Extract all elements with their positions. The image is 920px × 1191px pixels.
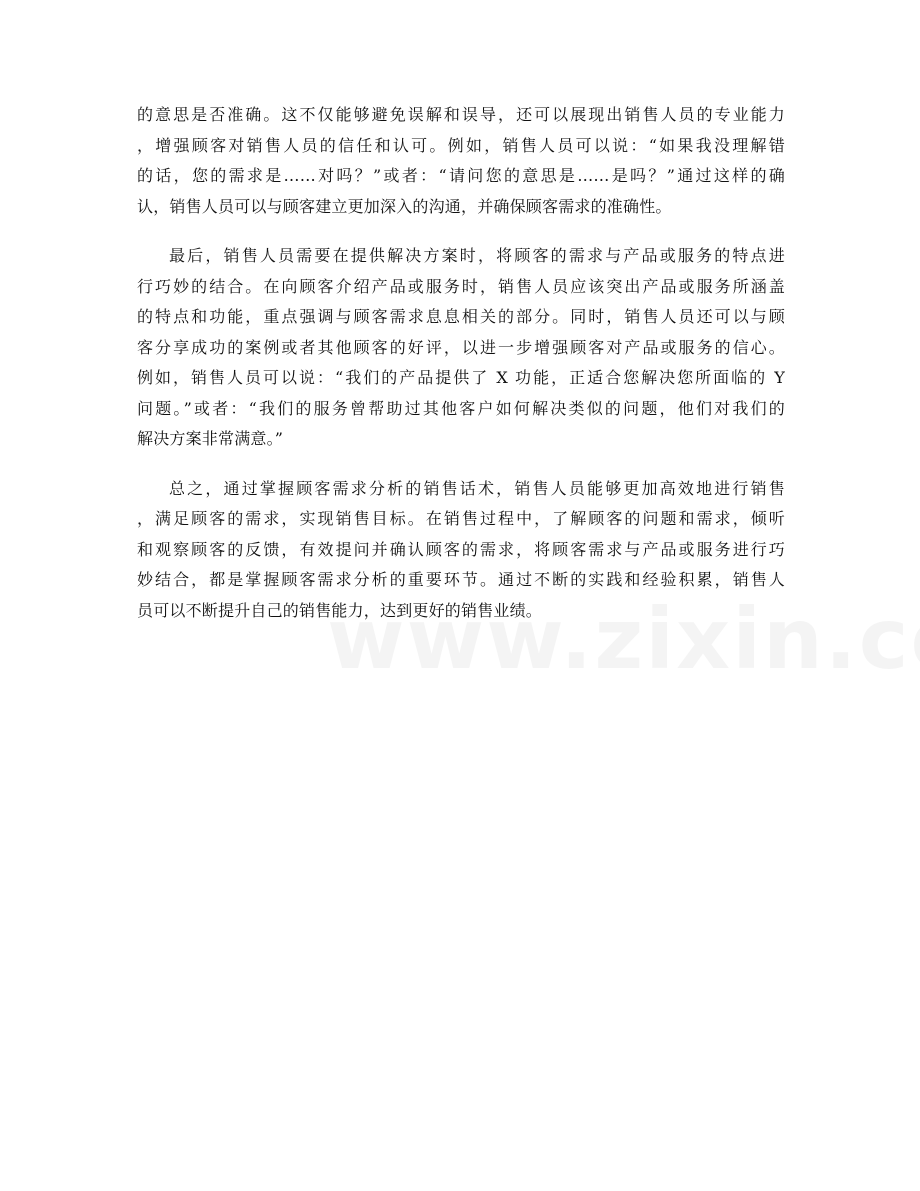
text-line: 认，销售人员可以与顾客建立更加深入的沟通，并确保顾客需求的准确性。 (137, 196, 672, 216)
text-line: 问题。”或者：“我们的服务曾帮助过其他客户如何解决类似的问题，他们对我们的 (137, 398, 785, 418)
text-line: 例如，销售人员可以说：“我们的产品提供了 X 功能，正适合您解决您所面临的 Y (137, 368, 785, 387)
text-line: ，满足顾客的需求，实现销售目标。在销售过程中，了解顾客的问题和需求，倾听 (137, 509, 785, 528)
text-line: 和观察顾客的反馈，有效提问并确认顾客的需求，将顾客需求与产品或服务进行巧 (137, 539, 785, 559)
text-line: 的特点和功能，重点强调与顾客需求息息相关的部分。同时，销售人员还可以与顾 (137, 307, 785, 326)
text-line: 客分享成功的案例或者其他顾客的好评，以进一步增强顾客对产品或服务的信心。 (137, 337, 785, 357)
text-line: 最后，销售人员需要在提供解决方案时，将顾客的需求与产品或服务的特点进 (169, 246, 785, 265)
text-line: 的意思是否准确。这不仅能够避免误解和误导，还可以展现出销售人员的专业能力 (137, 105, 785, 124)
paragraph-summary (137, 474, 785, 627)
paragraph-confirmation (137, 100, 785, 222)
text-line: ，增强顾客对销售人员的信任和认可。例如，销售人员可以说：“如果我没理解错 (137, 135, 785, 155)
text-line: 妙结合，都是掌握顾客需求分析的重要环节。通过不断的实践和经验积累，销售人 (137, 570, 785, 589)
paragraph-solution (137, 241, 785, 455)
text-line: 总之，通过掌握顾客需求分析的销售话术，销售人员能够更加高效地进行销售 (169, 478, 785, 498)
text-line: 的话，您的需求是……对吗？”或者：“请问您的意思是……是吗？”通过这样的确 (137, 166, 785, 185)
document-body (137, 100, 785, 645)
text-line: 解决方案非常满意。” (137, 429, 284, 448)
text-line: 行巧妙的结合。在向顾客介绍产品或服务时，销售人员应该突出产品或服务所涵盖 (137, 276, 785, 296)
text-line: 员可以不断提升自己的销售能力，达到更好的销售业绩。 (137, 600, 543, 620)
